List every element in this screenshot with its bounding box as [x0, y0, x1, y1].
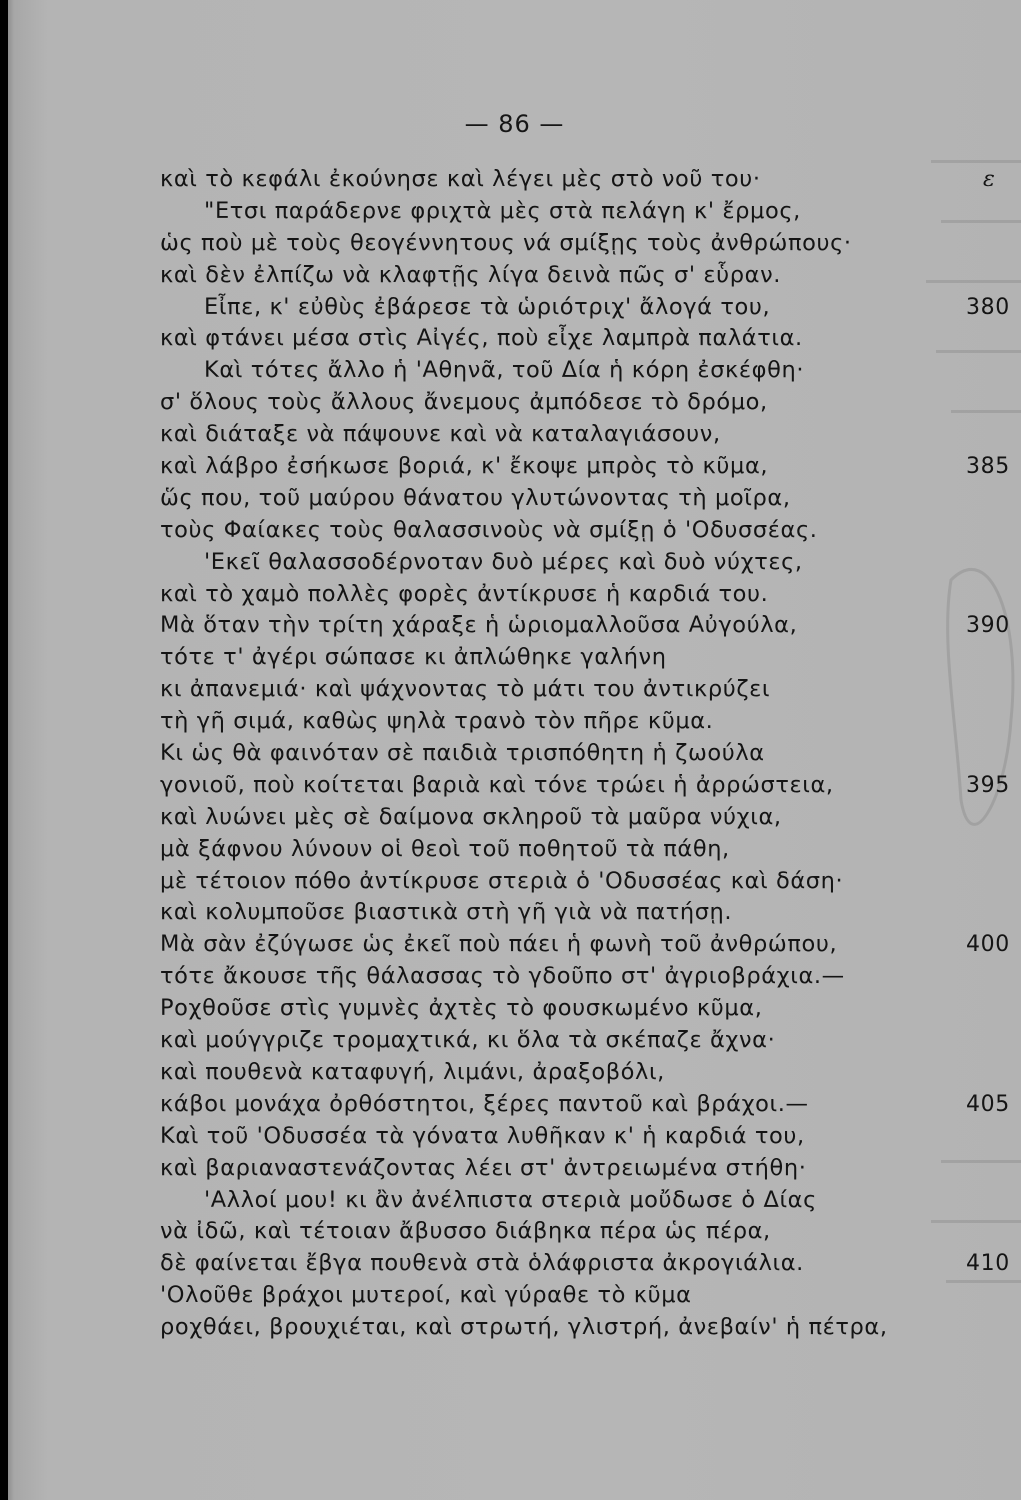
- verse-line: [8, 419, 1021, 451]
- verse-text: Κι ὡς θὰ φαινόταν σὲ παιδιὰ τρισπόθητη ἡ ζωούλα: [160, 740, 765, 767]
- verse-text: καὶ τὸ κεφάλι ἐκούνησε καὶ λέγει μὲς στὸ νοῦ του·: [160, 166, 761, 192]
- line-number: 385: [966, 454, 1010, 480]
- verse-text: 'Εκεῖ θαλασσοδέρνοταν δυὸ μέρες καὶ δυὸ νύχτες,: [204, 548, 803, 575]
- verse-text: νὰ ἰδῶ, καὶ τέτοιαν ἄβυσσο διάβηκα πέρα ὡς πέρα,: [160, 1218, 771, 1245]
- verse-line: [8, 770, 1021, 802]
- verse-line: [8, 228, 1021, 260]
- verse-text: ὥς που, τοῦ μαύρου θάνατου γλυτώνοντας τὴ μοῖρα,: [160, 484, 791, 511]
- verse-line: [8, 1025, 1021, 1057]
- verse-text: 'Αλλοί μου! κι ἂν ἀνέλπιστα στεριὰ μοὔδωσε ὁ Δίας: [204, 1186, 817, 1213]
- verse-text: σ' ὅλους τοὺς ἄλλους ἄνεμους ἀμπόδεσε τὸ δρόμο,: [160, 389, 768, 416]
- verse-line: [8, 1312, 1021, 1344]
- verse-text: 'Ολοῦθε βράχοι μυτεροί, καὶ γύραθε τὸ κῦμα: [160, 1282, 692, 1309]
- verse-line: [8, 451, 1021, 483]
- verse-line: [8, 642, 1021, 674]
- verse-line: [8, 355, 1021, 387]
- verse-line: [8, 1248, 1021, 1280]
- verse-line: [8, 547, 1021, 579]
- verse-line: [8, 260, 1021, 292]
- verse-text: Εἶπε, κ' εὐθὺς ἐβάρεσε τὰ ὡριότριχ' ἄλογά του,: [204, 293, 771, 320]
- verse-text: Ροχθοῦσε στὶς γυμνὲς ἀχτὲς τὸ φουσκωμένο κῦμα,: [160, 995, 763, 1022]
- verse-text: δὲ φαίνεται ἔβγα πουθενὰ στὰ ὁλάφριστα ἀκρογιάλια.: [160, 1250, 804, 1277]
- verse-line: [8, 993, 1021, 1025]
- verse-line: [8, 610, 1021, 642]
- verse-text: καὶ βαριαναστενάζοντας λέει στ' ἀντρειωμένα στήθη·: [160, 1154, 807, 1181]
- verse-text: κάβοι μονάχα ὀρθόστητοι, ξέρες παντοῦ καὶ βράχοι.—: [160, 1090, 809, 1117]
- verse-line: [8, 1089, 1021, 1121]
- verse-line: [8, 834, 1021, 866]
- verse-line: [8, 1185, 1021, 1217]
- verse-text: Καὶ τότες ἄλλο ἡ 'Αθηνᾶ, τοῦ Δία ἡ κόρη ἐσκέφθη·: [204, 357, 805, 384]
- verse-text: Μὰ ὅταν τὴν τρίτη χάραξε ἡ ὡριομαλλοῦσα Αὐγούλα,: [160, 612, 798, 639]
- line-number: 380: [966, 294, 1010, 320]
- line-number: 405: [966, 1091, 1010, 1117]
- verse-text: "Ετσι παράδερνε φριχτὰ μὲς στὰ πελάγη κ' ἔρμος,: [204, 197, 801, 224]
- verse-line: [8, 483, 1021, 515]
- verse-text: τοὺς Φαίακες τοὺς θαλασσινοὺς νὰ σμίξῃ ὁ 'Οδυσσέας.: [160, 516, 818, 543]
- verse-line: [8, 897, 1021, 929]
- verse-text: Μὰ σὰν ἐζύγωσε ὡς ἐκεῖ ποὺ πάει ἡ φωνὴ τοῦ ἀνθρώπου,: [160, 931, 838, 958]
- verse-line: [8, 802, 1021, 834]
- verse-text: καὶ πουθενὰ καταφυγή, λιμάνι, ἀραξοβόλι,: [160, 1058, 665, 1085]
- margin-mark: ε: [983, 167, 996, 192]
- verse-text: καὶ φτάνει μέσα στὶς Αἰγές, ποὺ εἶχε λαμπρὰ παλάτια.: [160, 325, 803, 352]
- verse-line: [8, 866, 1021, 898]
- verse-text: τότε τ' ἀγέρι σώπασε κι ἀπλώθηκε γαλήνη: [160, 644, 667, 671]
- verse-line: [8, 323, 1021, 355]
- verse-text: καὶ διάταξε νὰ πάψουνε καὶ νὰ καταλαγιάσουν,: [160, 421, 721, 448]
- line-number: 395: [966, 772, 1010, 798]
- verse-line: [8, 164, 1021, 196]
- verse-line: [8, 1153, 1021, 1185]
- verse-line: [8, 579, 1021, 611]
- book-page: [8, 0, 1021, 1500]
- line-number: 410: [966, 1251, 1010, 1277]
- verse-line: [8, 674, 1021, 706]
- verse-text: μὰ ξάφνου λύνουν οἱ θεοὶ τοῦ ποθητοῦ τὰ πάθη,: [160, 835, 730, 862]
- verse-line: [8, 387, 1021, 419]
- verse-text: τὴ γῆ σιμά, καθὼς ψηλὰ τρανὸ τὸν πῆρε κῦμα.: [160, 708, 714, 735]
- verse-text: κι ἀπανεμιά· καὶ ψάχνοντας τὸ μάτι του ἀντικρύζει: [160, 676, 771, 703]
- page-number: — 86 —: [464, 110, 565, 138]
- verse-line: [8, 1216, 1021, 1248]
- line-number: 400: [966, 932, 1010, 958]
- verse-text: καὶ λυώνει μὲς σὲ δαίμονα σκληροῦ τὰ μαῦρα νύχια,: [160, 803, 782, 830]
- verse-block: [8, 164, 1021, 1344]
- line-number: 390: [966, 613, 1010, 639]
- verse-line: [8, 929, 1021, 961]
- verse-line: [8, 292, 1021, 324]
- verse-line: [8, 1280, 1021, 1312]
- verse-text: καὶ λάβρο ἐσήκωσε βοριά, κ' ἔκοψε μπρὸς τὸ κῦμα,: [160, 453, 769, 480]
- verse-text: μὲ τέτοιον πόθο ἀντίκρυσε στεριὰ ὁ 'Οδυσσέας καὶ δάση·: [160, 867, 844, 894]
- verse-text: καὶ τὸ χαμὸ πολλὲς φορὲς ἀντίκρυσε ἡ καρδιά του.: [160, 580, 769, 607]
- verse-line: [8, 1121, 1021, 1153]
- verse-text: καὶ δὲν ἐλπίζω νὰ κλαφτῇς λίγα δεινὰ πῶς σ' εὗραν.: [160, 261, 782, 288]
- verse-text: τότε ἄκουσε τῆς θάλασσας τὸ γδοῦπο στ' ἀγριοβράχια.—: [160, 963, 845, 990]
- verse-line: [8, 1057, 1021, 1089]
- verse-text: καὶ μούγγριζε τρομαχτικά, κι ὅλα τὰ σκέπαζε ἄχνα·: [160, 1027, 776, 1054]
- verse-line: [8, 515, 1021, 547]
- verse-line: [8, 196, 1021, 228]
- verse-text: ὡς ποὺ μὲ τοὺς θεογέννητους νά σμίξῃς τοὺς ἀνθρώπους·: [160, 229, 852, 256]
- verse-line: [8, 738, 1021, 770]
- verse-text: γονιοῦ, ποὺ κοίτεται βαριὰ καὶ τόνε τρώει ἡ ἀρρώστεια,: [160, 771, 834, 798]
- verse-line: [8, 706, 1021, 738]
- verse-text: Καὶ τοῦ 'Οδυσσέα τὰ γόνατα λυθῆκαν κ' ἡ καρδιά του,: [160, 1122, 805, 1149]
- verse-text: ροχθάει, βρουχιέται, καὶ στρωτή, γλιστρή, ἀνεβαίν' ἡ πέτρα,: [160, 1314, 888, 1341]
- verse-text: καὶ κολυμποῦσε βιαστικὰ στὴ γῆ γιὰ νὰ πατήσῃ.: [160, 899, 733, 926]
- verse-line: [8, 961, 1021, 993]
